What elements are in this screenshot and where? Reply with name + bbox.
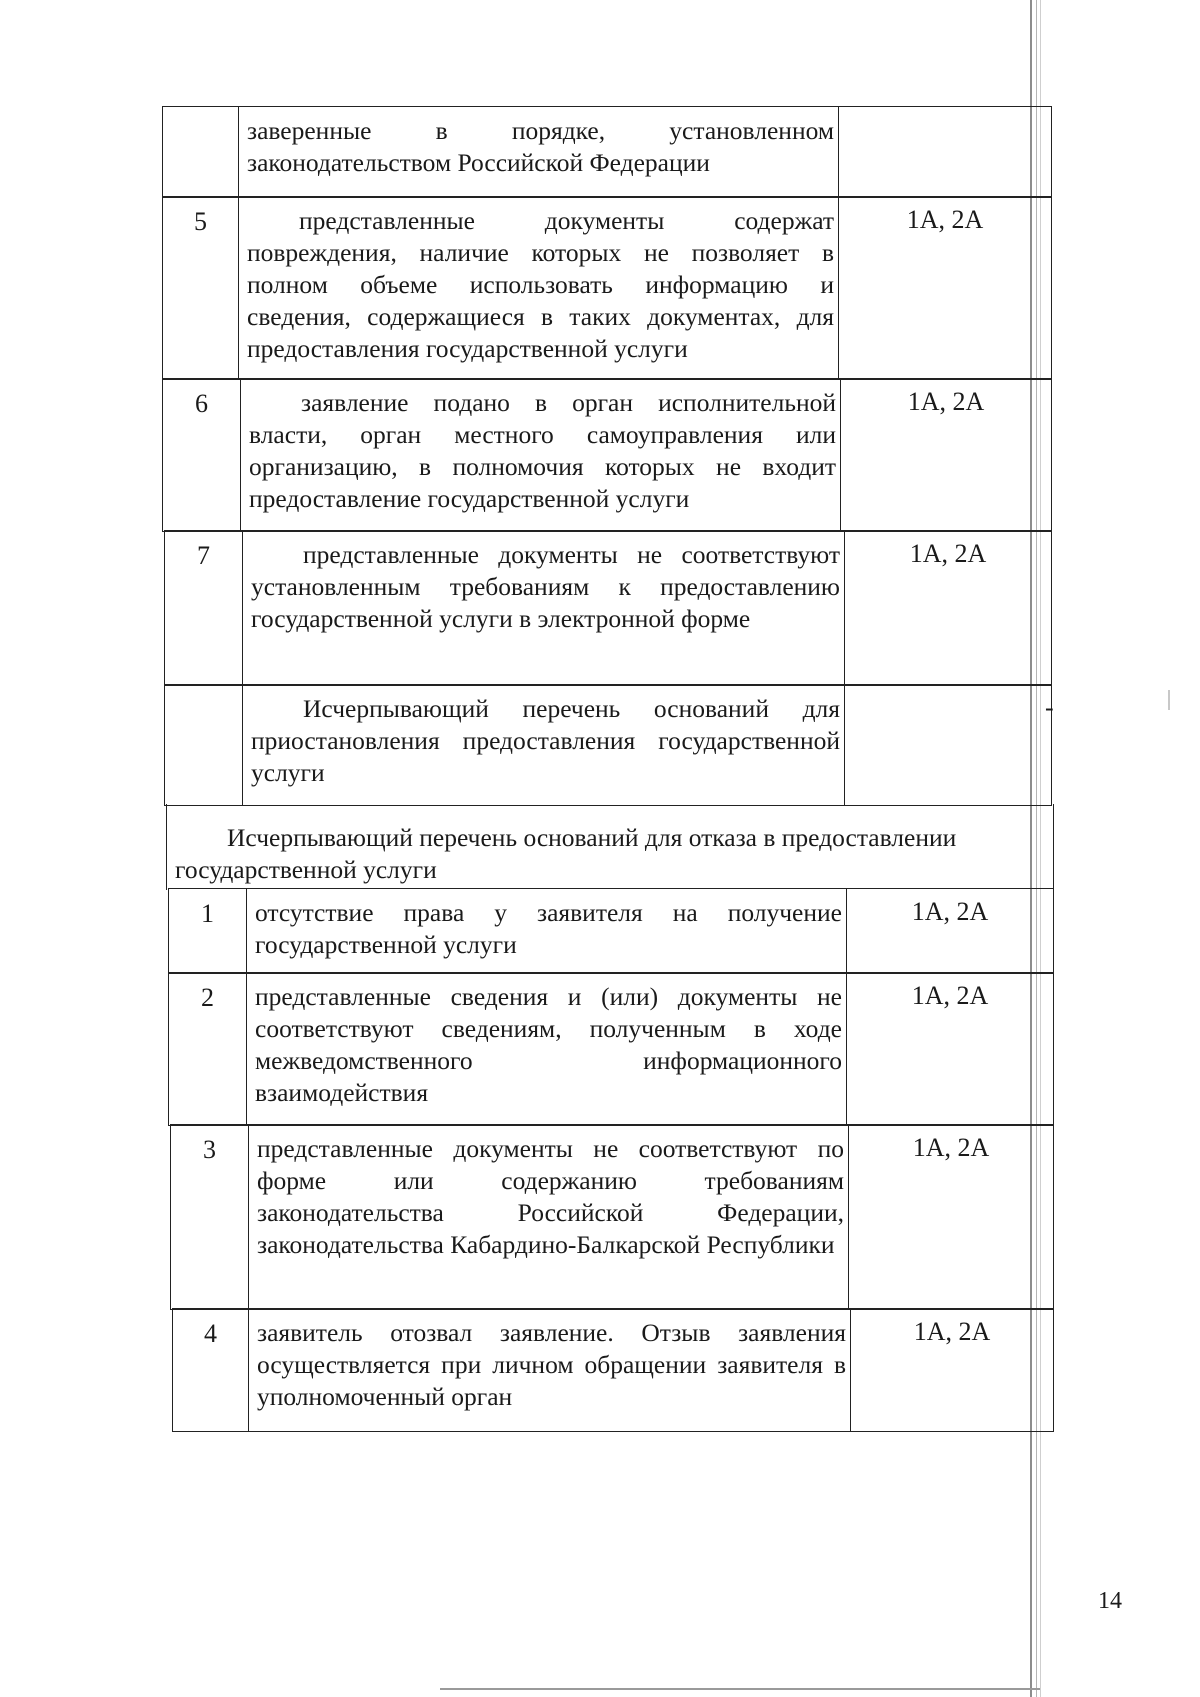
- table-row: [168, 888, 1054, 974]
- row-number: [165, 685, 243, 805]
- section-heading: Исчерпывающий перечень оснований для отказа в предоставлении государственной услуги: [175, 823, 957, 884]
- row-text: представленные документы не соответствуют установленным требованиям к предоставлению государственной услуги в электронной форме: [243, 531, 845, 685]
- row-number: 5: [163, 197, 239, 379]
- row-number: 4: [173, 1309, 249, 1431]
- section-heading-box: [166, 804, 1054, 890]
- table-row: [172, 1308, 1054, 1432]
- table-row: [164, 530, 1052, 686]
- row-text: отсутствие права у заявителя на получение государственной услуги: [247, 889, 847, 973]
- row-text: представленные документы не соответствуют по форме или содержанию требованиям законодательства Российской Федерации, законодательства Кабардино-Балкарской Республики: [249, 1125, 849, 1309]
- row-text: представленные документы содержат повреждения, наличие которых не позволяет в полном объеме использовать информацию и сведения, содержащиеся в таких документах, для предоставления государственной услуги: [239, 197, 839, 379]
- table-row: [168, 972, 1054, 1126]
- table-row: [162, 378, 1052, 532]
- row-code: 1А, 2А: [913, 1317, 991, 1346]
- row-number: 7: [165, 531, 243, 685]
- row-number: 2: [169, 973, 247, 1125]
- scan-artifact-line: [440, 1688, 1040, 1690]
- row-number: 6: [163, 379, 241, 531]
- row-code: 1А, 2А: [907, 387, 985, 416]
- row-text: заявление подано в орган исполнительной власти, орган местного самоуправления или организацию, в полномочия которых не входит предоставление государственной услуги: [241, 379, 841, 531]
- row-text: представленные сведения и (или) документы не соответствуют сведениям, полученным в ходе межведомственного информационного взаимодействия: [247, 973, 847, 1125]
- row-code: [839, 107, 1051, 197]
- table-row: [162, 106, 1052, 198]
- row-code: 1А, 2А: [911, 981, 989, 1010]
- row-code: 1А, 2А: [906, 205, 984, 234]
- row-text: заявитель отозвал заявление. Отзыв заявления осуществляется при личном обращении заявителя в уполномоченный орган: [249, 1309, 851, 1431]
- scan-artifact-mark: [1168, 690, 1170, 710]
- row-text: Исчерпывающий перечень оснований для приостановления предоставления государственной услуги: [243, 685, 845, 805]
- page-number: 14: [1098, 1588, 1122, 1614]
- row-code: -: [1045, 693, 1054, 722]
- row-code: 1А, 2А: [909, 539, 987, 568]
- row-text: заверенные в порядке, установленном законодательством Российской Федерации: [239, 107, 839, 197]
- row-number: [163, 107, 239, 197]
- table-row: [170, 1124, 1054, 1310]
- table-row: [164, 684, 1052, 806]
- table-row: [162, 196, 1052, 380]
- row-number: 3: [171, 1125, 249, 1309]
- row-code: 1А, 2А: [911, 897, 989, 926]
- row-number: 1: [169, 889, 247, 973]
- row-code: 1А, 2А: [912, 1133, 990, 1162]
